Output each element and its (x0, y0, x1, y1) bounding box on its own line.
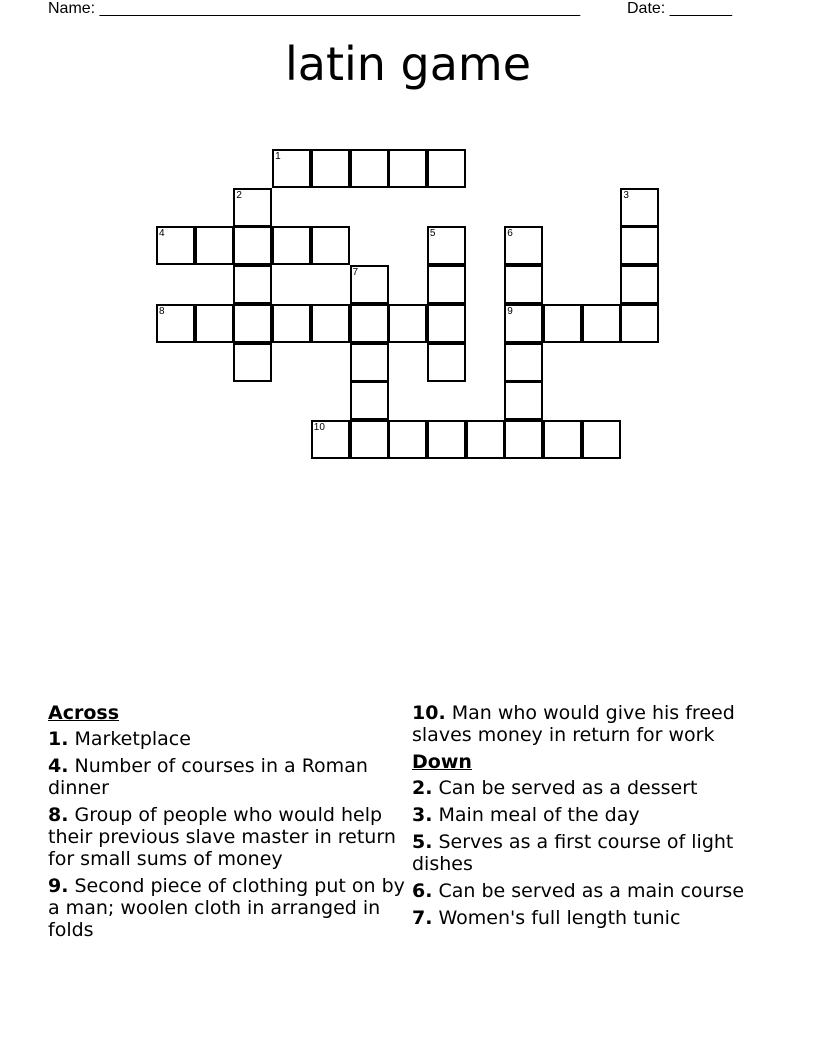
clue-down-6: 6. Can be served as a main course (412, 880, 745, 902)
crossword-cell[interactable] (350, 149, 389, 188)
page-title: latin game (284, 37, 532, 91)
crossword-cell[interactable] (427, 226, 466, 265)
crossword-cell[interactable] (620, 265, 659, 304)
crossword-cell[interactable] (504, 226, 543, 265)
cell-number: 3 (623, 189, 629, 201)
crossword-cell[interactable] (272, 304, 311, 343)
clues-left-column (48, 702, 406, 946)
crossword-grid (0, 0, 816, 470)
across-heading: Across (48, 702, 120, 724)
cell-number: 10 (313, 421, 325, 433)
crossword-cell[interactable] (427, 343, 466, 382)
crossword-cell[interactable] (350, 304, 389, 343)
date-field-label: Date: _______ (627, 0, 732, 17)
crossword-cell[interactable] (388, 149, 427, 188)
crossword-cell[interactable] (504, 420, 543, 459)
crossword-cell[interactable] (620, 304, 659, 343)
crossword-cell[interactable] (504, 381, 543, 420)
crossword-cell[interactable] (504, 265, 543, 304)
crossword-cell[interactable] (427, 304, 466, 343)
clue-down-2: 2. Can be served as a dessert (412, 777, 698, 799)
cell-number: 7 (352, 267, 359, 279)
crossword-cell[interactable] (427, 420, 466, 459)
clue-down-7: 7. Women's full length tunic (412, 907, 681, 929)
crossword-cell[interactable] (504, 304, 543, 343)
crossword-cell[interactable] (311, 149, 350, 188)
crossword-cell[interactable] (388, 304, 427, 343)
crossword-cell[interactable] (233, 188, 272, 227)
clue-across-4: 4. Number of courses in a Roman dinner (48, 755, 368, 799)
crossword-cell[interactable] (582, 304, 621, 343)
clue-down-5: 5. Serves as a first course of light dishes (412, 831, 734, 875)
crossword-cell[interactable] (427, 265, 466, 304)
crossword-cell[interactable] (233, 304, 272, 343)
name-field-label: Name: ______________________________________________________ (48, 0, 581, 17)
down-heading: Down (412, 751, 472, 773)
crossword-cell[interactable] (272, 149, 311, 188)
crossword-cell[interactable] (311, 420, 350, 459)
crossword-cell[interactable] (504, 343, 543, 382)
crossword-cell[interactable] (350, 420, 389, 459)
clues-right-column (412, 702, 764, 934)
crossword-cell[interactable] (233, 226, 272, 265)
cell-number: 1 (275, 151, 281, 162)
crossword-cell[interactable] (350, 265, 389, 304)
crossword-cell[interactable] (620, 188, 659, 227)
cell-number: 8 (159, 305, 165, 317)
clue-across-10: 10. Man who would give his freed slaves money in return for work (412, 702, 735, 746)
crossword-cell[interactable] (466, 420, 505, 459)
crossword-cell[interactable] (350, 343, 389, 382)
cell-number: 9 (507, 305, 513, 317)
clue-across-1: 1. Marketplace (48, 728, 191, 750)
clue-down-3: 3. Main meal of the day (412, 804, 640, 826)
cell-number: 6 (507, 228, 513, 240)
crossword-cell[interactable] (350, 381, 389, 420)
crossword-cell[interactable] (311, 304, 350, 343)
crossword-cell[interactable] (620, 226, 659, 265)
crossword-cell[interactable] (582, 420, 621, 459)
crossword-cell[interactable] (272, 226, 311, 265)
crossword-cell[interactable] (543, 420, 582, 459)
crossword-cell[interactable] (156, 304, 195, 343)
crossword-cell[interactable] (233, 265, 272, 304)
cell-number: 2 (236, 189, 242, 201)
crossword-cell[interactable] (156, 226, 195, 265)
crossword-cell[interactable] (388, 420, 427, 459)
crossword-cell[interactable] (427, 149, 466, 188)
crossword-cell[interactable] (195, 226, 234, 265)
crossword-cell[interactable] (233, 343, 272, 382)
crossword-cell[interactable] (543, 304, 582, 343)
cell-number: 4 (159, 228, 165, 240)
cell-number: 5 (429, 228, 436, 240)
clue-across-9: 9. Second piece of clothing put on by a man; woolen cloth in arranged in folds (48, 875, 405, 941)
crossword-cell[interactable] (311, 226, 350, 265)
crossword-cell[interactable] (195, 304, 234, 343)
clue-across-8: 8. Group of people who would help their previous slave master in return for small sums of money (48, 804, 396, 870)
